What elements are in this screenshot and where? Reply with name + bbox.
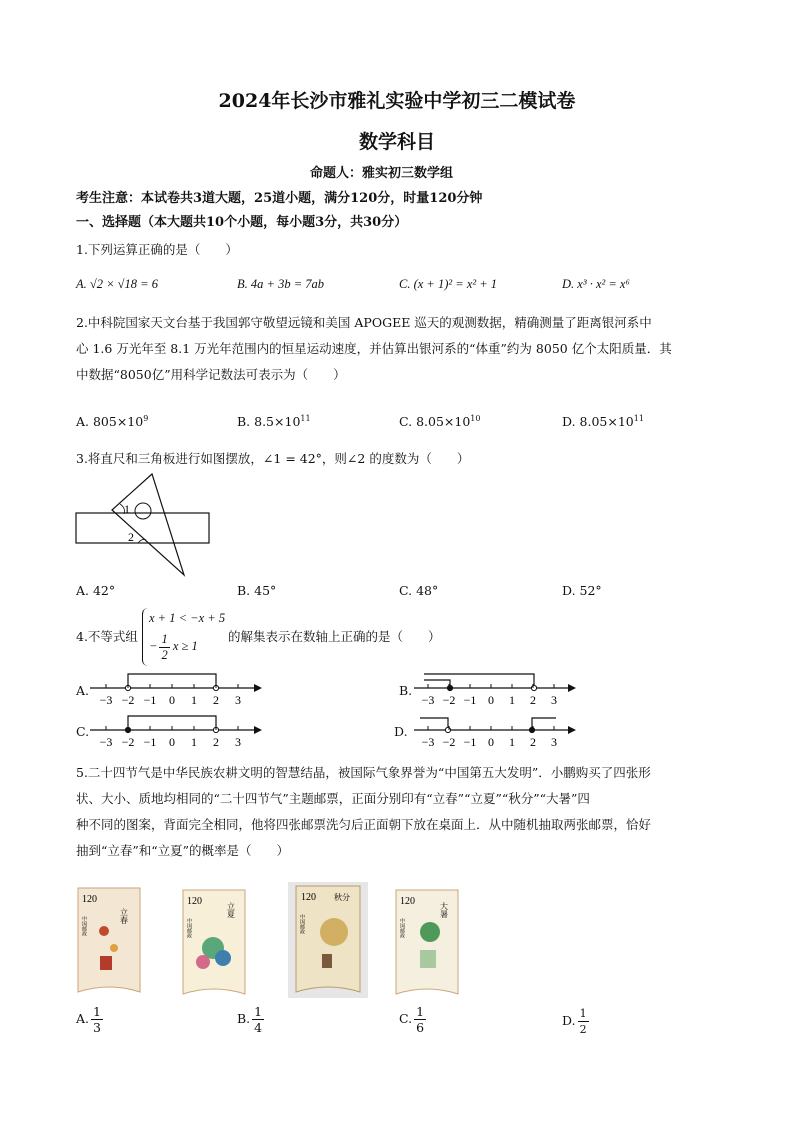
q2-stem: [76, 310, 726, 388]
tick-label: 1: [509, 735, 515, 749]
plant-icon: [215, 950, 231, 966]
exam-title: 2024年长沙市雅礼实验中学初三二模试卷: [218, 90, 576, 112]
q5-b-den: 4: [254, 1020, 263, 1035]
q5-line-4: 抽到“立春”和“立夏”的概率是（ ）: [76, 843, 290, 858]
q4-ineq-2: [149, 628, 225, 664]
q1-stem: 1.下列运算正确的是（ ）: [76, 242, 238, 257]
q5-c-den: 6: [416, 1020, 425, 1035]
tick-label: −1: [143, 735, 157, 749]
child-figure-icon: [100, 956, 112, 970]
q4-inequality-system: [142, 608, 225, 666]
triangle-hole: [135, 503, 151, 519]
q5-c-label: C.: [399, 1011, 413, 1026]
angle-1-label: 1: [124, 502, 130, 516]
tick-label: 3: [551, 693, 557, 707]
farmer-figure-icon: [322, 954, 332, 968]
q1-option-c: C. (x + 1)² = x² + 1: [399, 277, 498, 291]
q2-c-label: C. 8.05×10: [399, 414, 471, 430]
q1-option-d: D. x³ · x² = x⁶: [562, 277, 630, 291]
tree-icon: [420, 922, 440, 942]
q2-option-c: [399, 414, 480, 429]
q1-option-a: A. √2 × √18 = 6: [76, 277, 158, 291]
section-heading: 一、选择题（本大题共10个小题，每小题3分，共30分）: [76, 215, 408, 230]
triangle-shape: [112, 474, 184, 575]
q2-a-label: A. 805×10: [76, 414, 144, 430]
q5-d-num: 1: [579, 1007, 587, 1020]
tick-label: 1: [191, 693, 197, 707]
number-line-d: [410, 710, 580, 752]
open-dot: [445, 727, 450, 732]
q4-suffix: 的解集表示在数轴上正确的是（ ）: [228, 629, 441, 644]
q2-line-2: 心 1.6 万光年至 8.1 万光年范围内的恒星运动速度，并估算出银河系的“体重”约为 8050 亿个太阳质量．其: [76, 341, 672, 356]
open-dot: [531, 685, 536, 690]
tick-label: −1: [463, 735, 477, 749]
q3-option-d: D. 52°: [562, 583, 602, 598]
closed-dot: [447, 685, 452, 690]
stamp-name: 大暑: [439, 902, 449, 918]
stamp-name: 秋分: [334, 893, 350, 902]
tick-label: 2: [530, 693, 536, 707]
q3-option-b: B. 45°: [237, 583, 277, 598]
q5-b-label: B.: [237, 1011, 251, 1026]
q5-b-frac: [252, 1004, 264, 1035]
tick-label: −3: [421, 693, 435, 707]
q5-option-b: [237, 1004, 264, 1035]
q4-label-d: D.: [394, 724, 408, 739]
tick-label: −2: [442, 735, 456, 749]
q5-d-label: D.: [562, 1013, 576, 1028]
q3-option-c: C. 48°: [399, 583, 439, 598]
q5-a-den: 3: [93, 1020, 101, 1035]
kite-icon: [110, 944, 118, 952]
q5-stem: [76, 760, 726, 864]
author-line: 命题人：雅实初三数学组: [310, 166, 454, 181]
stamp-price: 120: [400, 896, 415, 907]
tick-label: −3: [421, 735, 435, 749]
tick-label: 0: [169, 693, 175, 707]
q4-ineq2-den: 2: [161, 647, 168, 662]
tick-label: −1: [143, 693, 157, 707]
ruler-triangle-figure: [72, 470, 217, 578]
number-line-a: [86, 668, 266, 710]
q4-label-c: C.: [76, 724, 90, 739]
q4-label-b: B.: [399, 683, 413, 698]
q2-c-exp: 10: [470, 414, 481, 423]
stamp-name: 立夏: [226, 902, 236, 918]
stamp-dashu: [392, 888, 462, 998]
q2-d-label: D. 8.05×10: [562, 414, 634, 430]
stamp-country: 中国邮政: [399, 918, 405, 938]
tick-label: 3: [235, 693, 241, 707]
number-line-c: [86, 710, 266, 752]
q5-d-den: 2: [579, 1023, 587, 1036]
stamp-lichun: [74, 886, 144, 996]
subject-title: 数学科目: [358, 131, 435, 153]
stamp-name: 立春: [119, 908, 129, 924]
q2-b-exp: 11: [300, 414, 311, 423]
q5-d-frac: [578, 1006, 589, 1037]
stamp-qiufen: [288, 882, 368, 998]
closed-dot: [529, 727, 534, 732]
solution-bracket-left: [420, 718, 448, 730]
tick-label: 2: [530, 735, 536, 749]
tick-label: −3: [99, 693, 113, 707]
q4-ineq2-num: 1: [161, 631, 168, 646]
q2-b-label: B. 8.5×10: [237, 414, 301, 430]
q2-line-1: 2.中科院国家天文台基于我国郭守敬望远镜和美国 APOGEE 巡天的观测数据，精确测量了距离银河系中: [76, 315, 652, 330]
stamp-lixia: [179, 888, 249, 998]
q5-option-d: [562, 1006, 589, 1037]
q5-b-num: 1: [254, 1004, 263, 1019]
q5-a-num: 1: [93, 1004, 101, 1019]
stamp-country: 中国邮政: [81, 916, 87, 936]
tick-label: 0: [169, 735, 175, 749]
q5-line-3: 种不同的图案，背面完全相同，他将四张邮票洗匀后正面朝下放在桌面上．从中随机抽取两张邮票，恰好: [76, 817, 652, 832]
axis-arrow: [254, 684, 262, 692]
q4-ineq2-frac: [159, 632, 169, 663]
q5-line-2: 状、大小、质地均相同的“二十四节气”主题邮票，正面分别印有“立春”“立夏”“秋分”“大暑”四: [76, 791, 590, 806]
exam-notice: 考生注意：本试卷共3道大题，25道小题，满分120分，时量120分钟: [76, 191, 483, 206]
tick-label: 2: [213, 735, 219, 749]
tick-label: 0: [488, 735, 494, 749]
stamp-price: 120: [301, 892, 316, 903]
stamp-price: 120: [82, 894, 97, 905]
q5-option-a: [76, 1004, 103, 1035]
axis-arrow: [254, 726, 262, 734]
q2-d-exp: 11: [633, 414, 644, 423]
q3-option-a: A. 42°: [76, 583, 116, 598]
figure-icon: [420, 950, 436, 968]
flower-icon: [196, 955, 210, 969]
harvest-icon: [320, 918, 348, 946]
tick-label: −2: [121, 693, 135, 707]
tick-label: −2: [121, 735, 135, 749]
q2-line-3: 中数据“8050亿”用科学记数法可表示为（ ）: [76, 367, 346, 382]
solution-bracket-right: [532, 718, 556, 730]
angle-2-label: 2: [128, 530, 134, 544]
stamp-country: 中国邮政: [299, 914, 305, 934]
solution-bracket-left: [424, 674, 534, 688]
q4-prefix: 4.不等式组: [76, 629, 138, 644]
q5-a-frac: [91, 1004, 103, 1035]
tick-label: 2: [213, 693, 219, 707]
q3-stem: 3.将直尺和三角板进行如图摆放，∠1 = 42°，则∠2 的度数为（ ）: [76, 451, 470, 466]
q4-ineq2-sign: −: [149, 639, 158, 653]
tick-label: −3: [99, 735, 113, 749]
q4-ineq2-rest: x ≥ 1: [172, 639, 198, 653]
axis-arrow: [568, 726, 576, 734]
ruler-shape: [76, 513, 209, 543]
q2-option-d: [562, 414, 644, 429]
tick-label: 1: [191, 735, 197, 749]
tick-label: 1: [509, 693, 515, 707]
q5-c-frac: [414, 1004, 426, 1035]
q5-line-1: 5.二十四节气是中华民族农耕文明的智慧结晶，被国际气象界誉为“中国第五大发明”．小鹏购买了四张形: [76, 765, 651, 780]
axis-arrow: [568, 684, 576, 692]
stamp-price: 120: [187, 896, 202, 907]
q2-option-b: [237, 414, 311, 429]
q2-a-exp: 9: [143, 414, 149, 423]
q5-a-label: A.: [76, 1011, 90, 1026]
tick-label: −2: [442, 693, 456, 707]
q5-option-c: [399, 1004, 426, 1035]
kite-icon: [99, 926, 109, 936]
stamp-country: 中国邮政: [186, 918, 192, 938]
number-line-b: [410, 668, 580, 710]
q2-option-a: [76, 414, 148, 429]
tick-label: 0: [488, 693, 494, 707]
q5-c-num: 1: [416, 1004, 425, 1019]
q4-label-a: A.: [76, 683, 90, 698]
q4-ineq-1: x + 1 < −x + 5: [149, 611, 226, 625]
q1-option-b: B. 4a + 3b = 7ab: [237, 277, 325, 291]
tick-label: −1: [463, 693, 477, 707]
tick-label: 3: [551, 735, 557, 749]
tick-label: 3: [235, 735, 241, 749]
